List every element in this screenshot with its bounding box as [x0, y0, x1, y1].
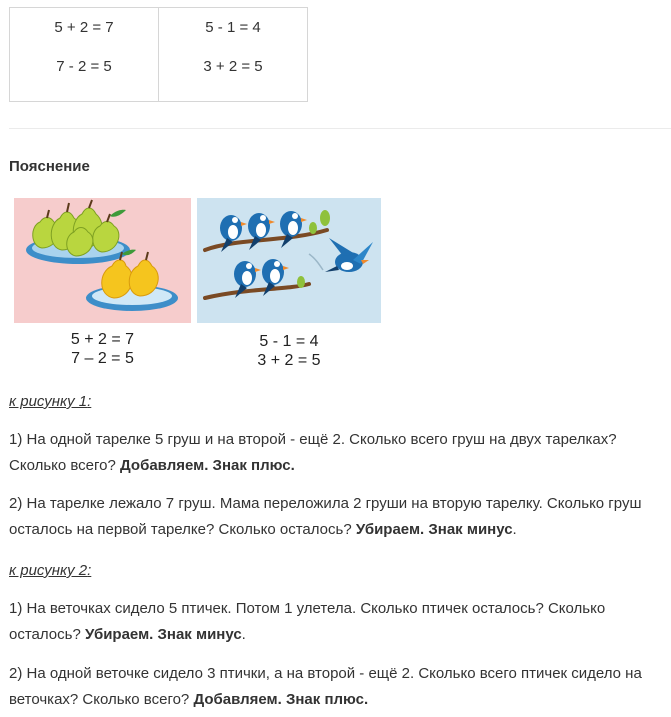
explanation-paragraph [9, 491, 669, 543]
section-divider [9, 128, 671, 129]
answer-cell-left [10, 8, 159, 102]
figure-1-reference [9, 393, 91, 410]
explanation-paragraph [9, 596, 669, 648]
equation: 7 – 2 = 5 [71, 350, 134, 367]
paragraph-tail: . [241, 626, 246, 643]
paragraph-bold: Убираем. Знак минус [355, 521, 513, 538]
equation: 5 - 1 = 4 [259, 333, 319, 350]
bird [220, 215, 247, 252]
explanation-paragraph [9, 661, 669, 713]
answer-table [9, 7, 308, 102]
equation: 3 + 2 = 5 [203, 58, 263, 75]
equation: 5 - 1 = 4 [205, 19, 261, 36]
colon: : [87, 562, 92, 579]
answer-cell-right [159, 8, 308, 102]
colon: : [87, 393, 92, 410]
equation: 7 - 2 = 5 [56, 58, 112, 75]
paragraph-text: 1) На веточках сидело 5 птичек. Потом 1 улетела. Сколько птичек осталось? Сколько осталось? [9, 600, 606, 643]
equation: 5 + 2 = 7 [54, 19, 114, 36]
paragraph-bold: Убираем. Знак минус [84, 626, 242, 643]
paragraph-bold: Добавляем. Знак плюс. [120, 457, 295, 474]
figure-1-equations [14, 330, 191, 368]
figure-2-equations [197, 332, 381, 370]
birds-drawing [197, 198, 381, 323]
reference-label: к рисунку 2 [9, 562, 88, 579]
reference-label: к рисунку 1 [9, 393, 88, 410]
paragraph-text: 1) На одной тарелке 5 груш и на второй - ещё 2. Сколько всего груш на двух тарелках? Сколько всего? [9, 431, 617, 474]
pears-drawing [14, 198, 191, 323]
paragraph-text: 2) На одной веточке сидело 3 птички, а на второй - ещё 2. Сколько всего птичек сидело на веточках? Сколько всего? [9, 665, 642, 708]
birds-illustration [197, 198, 381, 323]
paragraph-bold: Добавляем. Знак плюс. [193, 691, 369, 708]
equation: 5 + 2 = 7 [70, 331, 135, 348]
figure-2-reference [9, 562, 91, 579]
paragraph-text: 2) На тарелке лежало 7 груш. Мама переложила 2 груши на вторую тарелку. Сколько груш осталось на первой тарелке? Сколько осталось? [9, 495, 642, 538]
equation: 3 + 2 = 5 [257, 352, 321, 369]
pears-illustration [14, 198, 191, 323]
paragraph-tail: . [512, 521, 517, 538]
explanation-paragraph [9, 427, 669, 479]
explanation-title: Пояснение [9, 158, 90, 175]
